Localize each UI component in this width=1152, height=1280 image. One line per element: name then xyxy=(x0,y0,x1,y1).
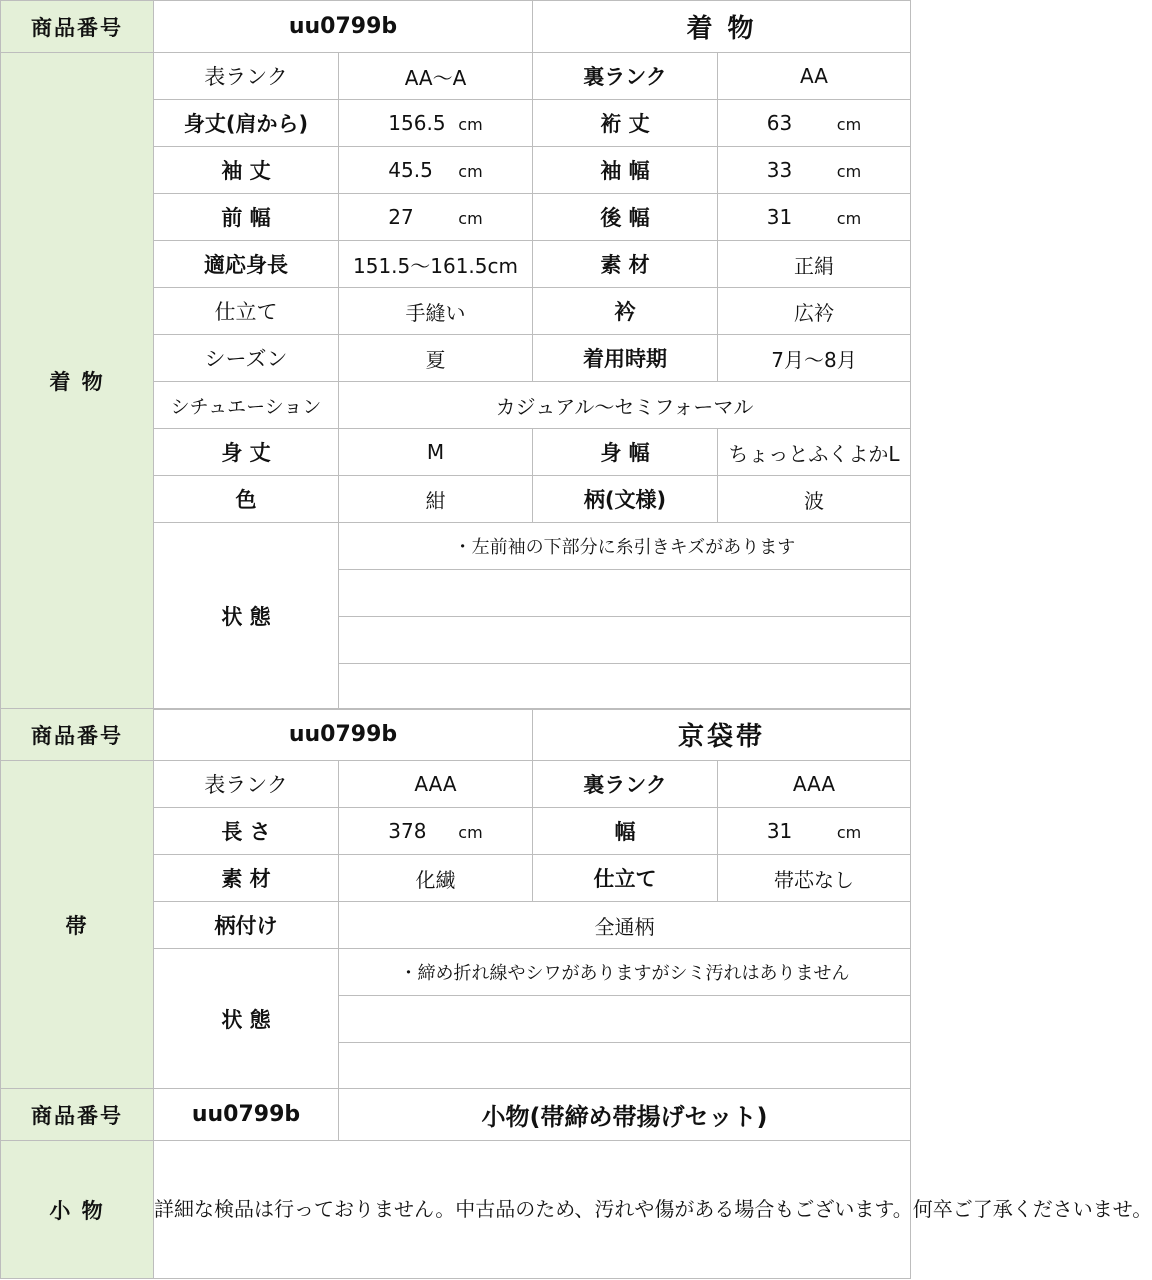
situation-value: カジュアル～セミフォーマル xyxy=(339,382,911,429)
material-value: 正絹 xyxy=(718,241,911,288)
gara-label: 柄付け xyxy=(154,902,339,949)
section-label-obi: 帯 xyxy=(1,761,154,1089)
omote-rank-value: AA～A xyxy=(339,53,533,100)
yuki-label: 裄 丈 xyxy=(533,100,718,147)
condition-note: ・締め折れ線やシワがありますがシミ汚れはありません xyxy=(339,949,911,996)
situation-label: シチュエーション xyxy=(154,382,339,429)
yuki-value: 63 cm xyxy=(718,100,911,147)
product-code: uu0799b xyxy=(154,709,533,761)
length-label: 長 さ xyxy=(154,808,339,855)
ura-rank-value: AA xyxy=(718,53,911,100)
item-category-title: 着 物 xyxy=(533,1,911,53)
eri-label: 衿 xyxy=(533,288,718,335)
product-number-label: 商品番号 xyxy=(1,1,154,53)
maehaba-label: 前 幅 xyxy=(154,194,339,241)
period-label: 着用時期 xyxy=(533,335,718,382)
ura-rank-label: 裏ランク xyxy=(533,761,718,808)
section-label-komono: 小 物 xyxy=(1,1141,154,1279)
season-value: 夏 xyxy=(339,335,533,382)
condition-note xyxy=(339,570,911,617)
mitake-label: 身丈(肩から) xyxy=(154,100,339,147)
omote-rank-label: 表ランク xyxy=(154,53,339,100)
size-label: 身 丈 xyxy=(154,429,339,476)
omote-rank-value: AAA xyxy=(339,761,533,808)
ura-rank-label: 裏ランク xyxy=(533,53,718,100)
eri-value: 広衿 xyxy=(718,288,911,335)
width-label: 幅 xyxy=(533,808,718,855)
obi-spec-table xyxy=(0,708,911,1089)
length-value: 378 cm xyxy=(339,808,533,855)
section-label-kimono: 着 物 xyxy=(1,53,154,710)
color-value: 紺 xyxy=(339,476,533,523)
product-number-label: 商品番号 xyxy=(1,709,154,761)
shitate-value: 手縫い xyxy=(339,288,533,335)
condition-note xyxy=(339,664,911,710)
kimono-spec-table xyxy=(0,0,911,710)
omote-rank-label: 表ランク xyxy=(154,761,339,808)
ushirohaba-label: 後 幅 xyxy=(533,194,718,241)
period-value: 7月～8月 xyxy=(718,335,911,382)
size-value: M xyxy=(339,429,533,476)
product-number-label: 商品番号 xyxy=(1,1089,154,1141)
material-value: 化繊 xyxy=(339,855,533,902)
mihaba-label: 身 幅 xyxy=(533,429,718,476)
width-value: 31 cm xyxy=(718,808,911,855)
ura-rank-value: AAA xyxy=(718,761,911,808)
pattern-label: 柄(文様) xyxy=(533,476,718,523)
sodehaba-label: 袖 幅 xyxy=(533,147,718,194)
komono-spec-table xyxy=(0,1088,1152,1279)
product-code: uu0799b xyxy=(154,1089,339,1141)
condition-note xyxy=(339,996,911,1043)
sodetake-value: 45.5 cm xyxy=(339,147,533,194)
pattern-value: 波 xyxy=(718,476,911,523)
product-code: uu0799b xyxy=(154,1,533,53)
height-value: 151.5～161.5cm xyxy=(339,241,533,288)
condition-note: ・左前袖の下部分に糸引きキズがあります xyxy=(339,523,911,570)
condition-label: 状 態 xyxy=(154,523,339,710)
gara-value: 全通柄 xyxy=(339,902,911,949)
material-label: 素 材 xyxy=(154,855,339,902)
item-category-title: 小物(帯締め帯揚げセット) xyxy=(339,1089,911,1141)
shitate-value: 帯芯なし xyxy=(718,855,911,902)
sodetake-label: 袖 丈 xyxy=(154,147,339,194)
ushirohaba-value: 31 cm xyxy=(718,194,911,241)
mihaba-value: ちょっとふくよかL xyxy=(718,429,911,476)
item-category-title: 京袋帯 xyxy=(533,709,911,761)
season-label: シーズン xyxy=(154,335,339,382)
maehaba-value: 27 cm xyxy=(339,194,533,241)
condition-label: 状 態 xyxy=(154,949,339,1089)
komono-disclaimer: 詳細な検品は行っておりません。中古品のため、汚れや傷がある場合もございます。何卒ご了承くださいませ。 xyxy=(154,1141,911,1279)
mitake-value: 156.5 cm xyxy=(339,100,533,147)
condition-note xyxy=(339,1043,911,1089)
shitate-label: 仕立て xyxy=(533,855,718,902)
shitate-label: 仕立て xyxy=(154,288,339,335)
color-label: 色 xyxy=(154,476,339,523)
material-label: 素 材 xyxy=(533,241,718,288)
sodehaba-value: 33 cm xyxy=(718,147,911,194)
height-label: 適応身長 xyxy=(154,241,339,288)
condition-note xyxy=(339,617,911,664)
